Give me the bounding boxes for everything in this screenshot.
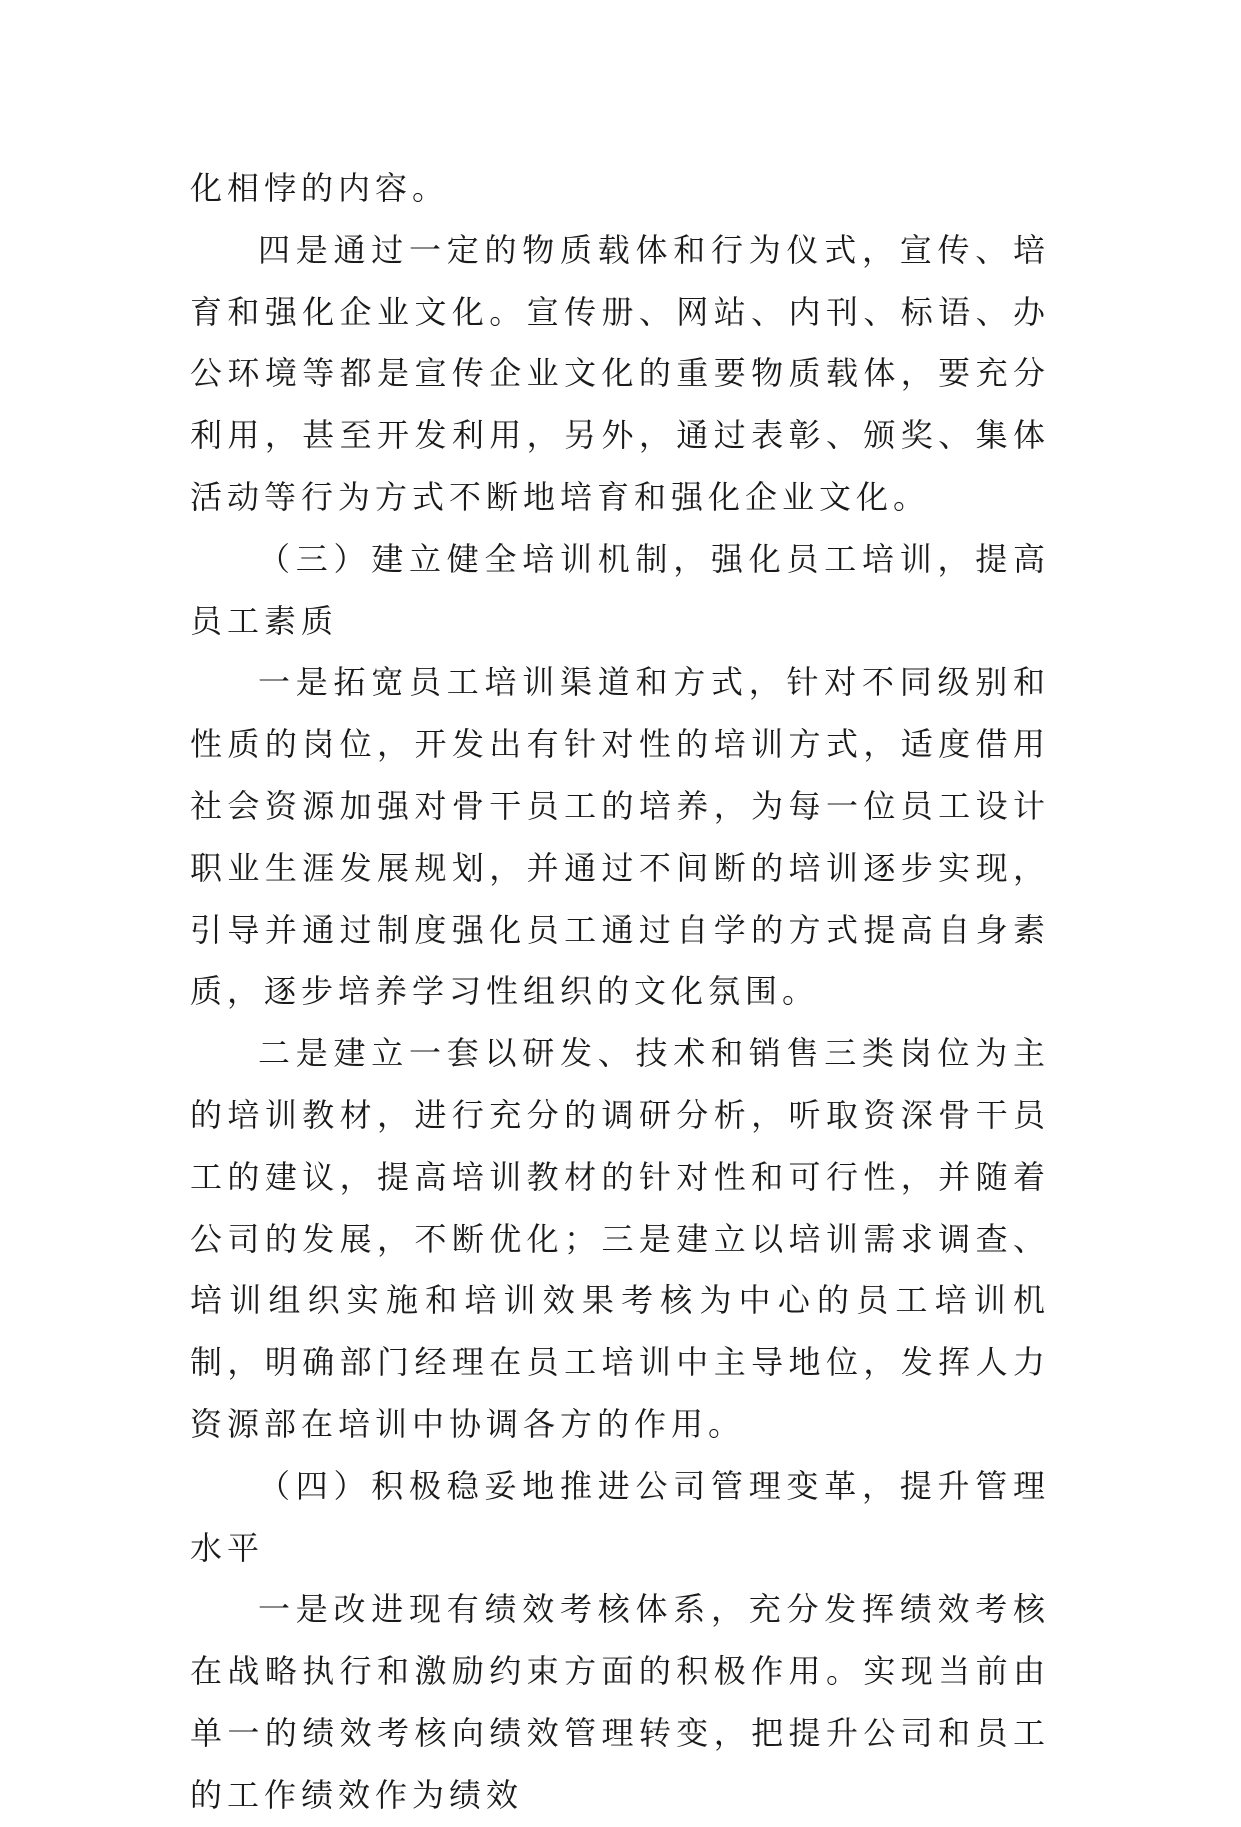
paragraph-performance: 一是改进现有绩效考核体系，充分发挥绩效考核在战略执行和激励约束方面的积极作用。实现当前由单一的绩效考核向绩效管理转变，把提升公司和员工的工作绩效作为绩效	[190, 1590, 1050, 1814]
paragraph-training-channels: 一是拓宽员工培训渠道和方式，针对不同级别和性质的岗位，开发出有针对性的培训方式，适度借用社会资源加强对骨干员工的培养，为每一位员工设计职业生涯发展规划，并通过不间断的培训逐步实现，引导并通过制度强化员工通过自学的方式提高自身素质，逐步培养学习性组织的文化氛围。	[190, 663, 1050, 1011]
paragraph-training-materials: 二是建立一套以研发、技术和销售三类岗位为主的培训教材，进行充分的调研分析，听取资深骨干员工的建议，提高培训教材的针对性和可行性，并随着公司的发展，不断优化；三是建立以培训需求调查、培训组织实施和培训效果考核为中心的员工培训机制，明确部门经理在员工培训中主导地位，发挥人力资源部在培训中协调各方的作用。	[190, 1034, 1050, 1443]
document-body	[190, 158, 1050, 1827]
paragraph-continuation: 化相悖的内容。	[190, 169, 450, 207]
paragraph-four-carrier: 四是通过一定的物质载体和行为仪式，宣传、培育和强化企业文化。宣传册、网站、内刊、标语、办公环境等都是宣传企业文化的重要物质载体，要充分利用，甚至开发利用，另外，通过表彰、颁奖、集体活动等行为方式不断地培育和强化企业文化。	[190, 230, 1050, 516]
section-heading-three: （三）建立健全培训机制，强化员工培训，提高员工素质	[190, 539, 1050, 640]
section-heading-four: （四）积极稳妥地推进公司管理变革，提升管理水平	[190, 1466, 1050, 1567]
